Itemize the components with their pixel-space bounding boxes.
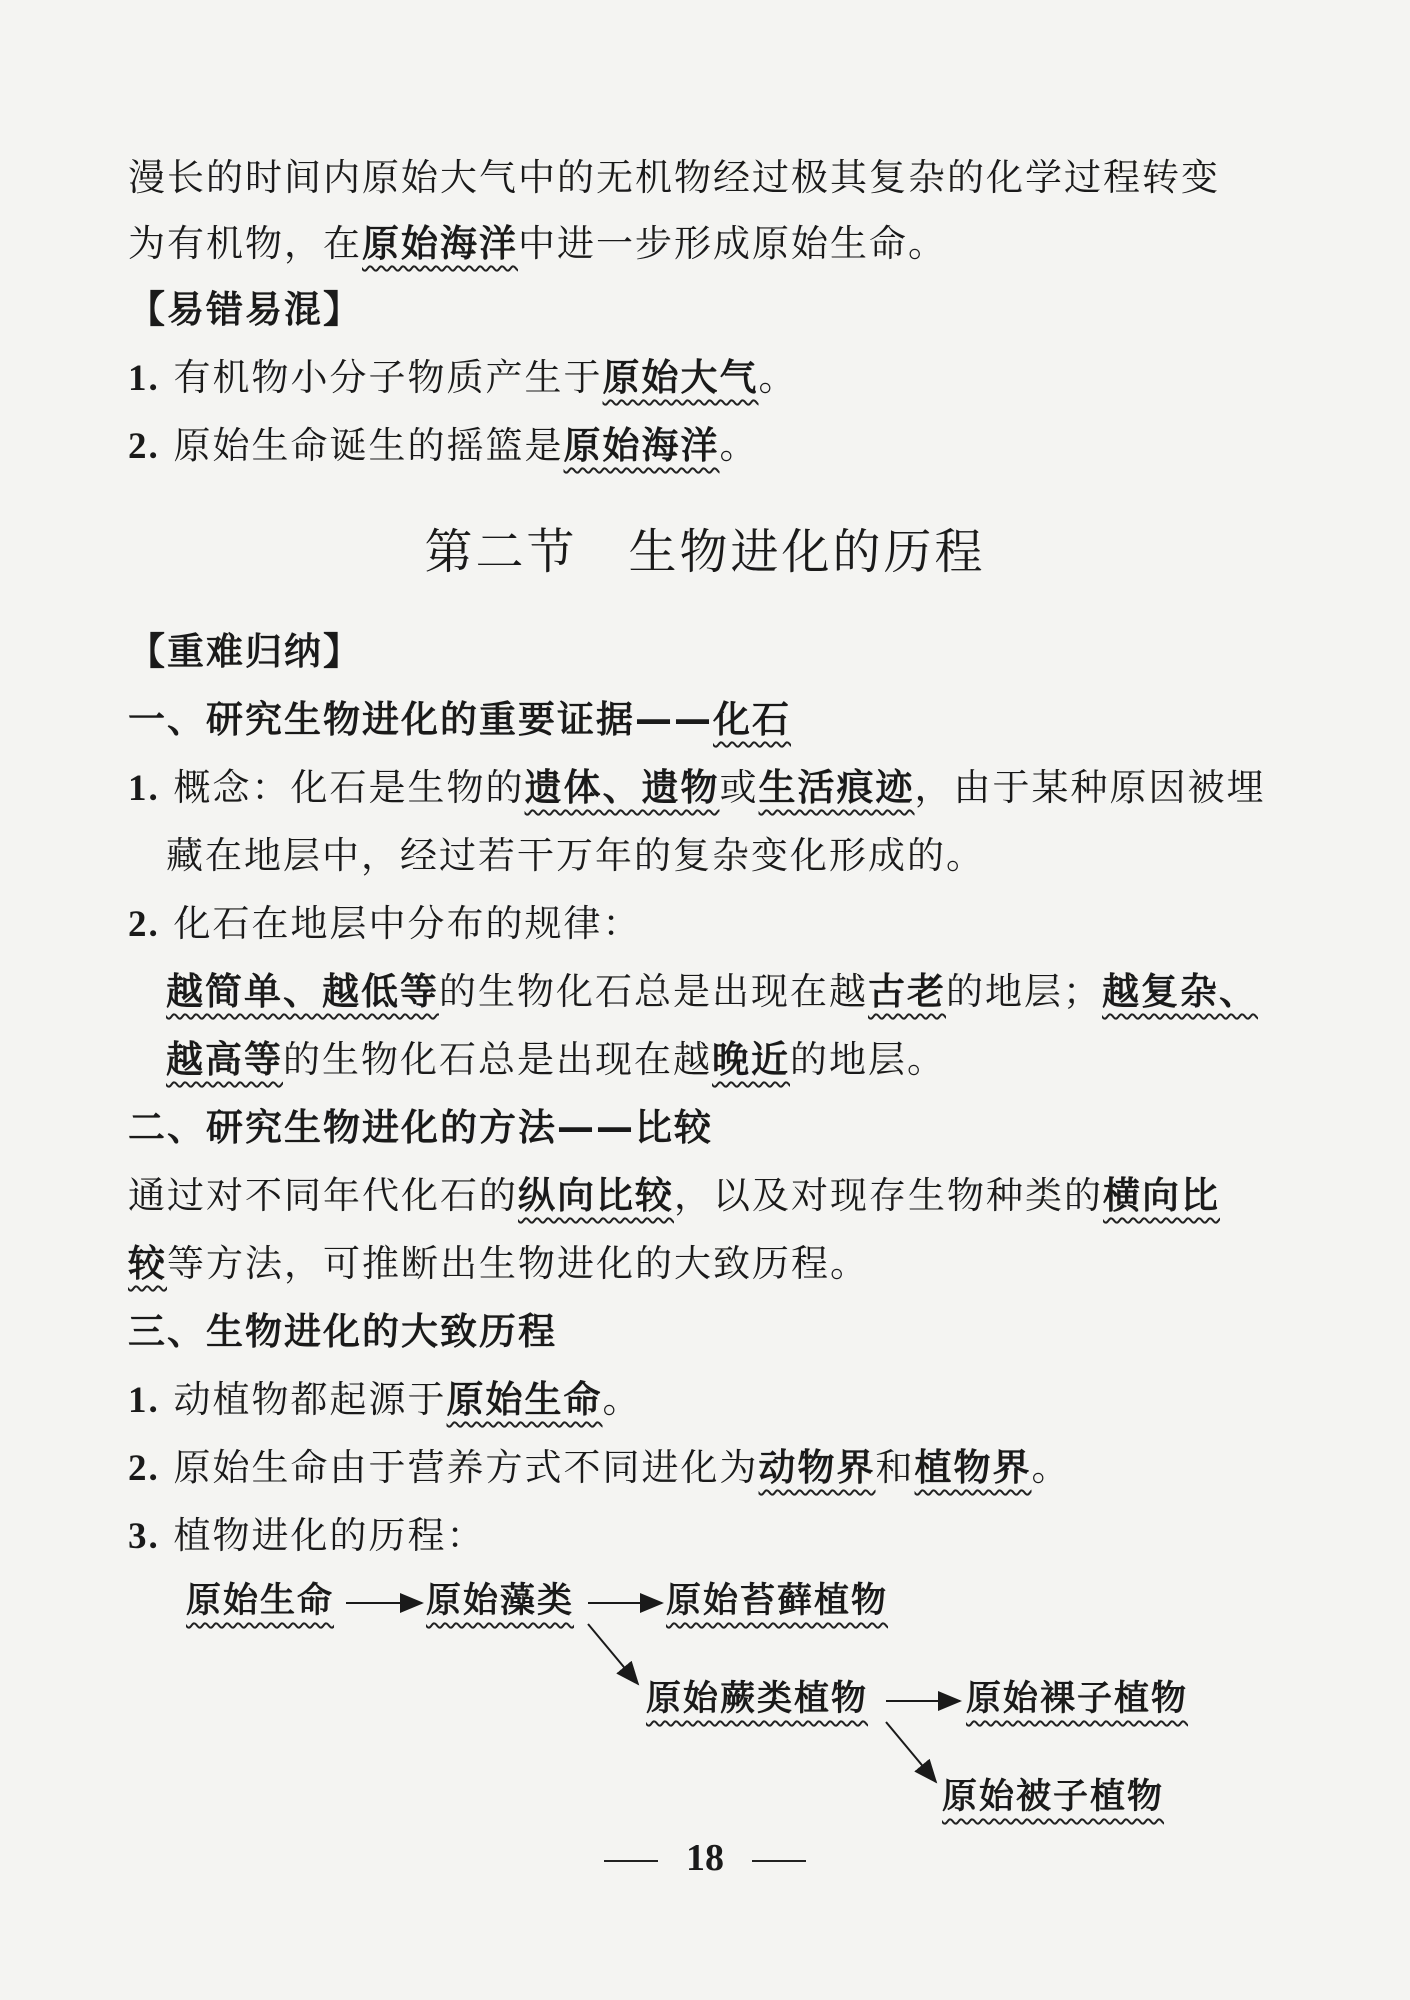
item-number: 2.	[128, 904, 160, 945]
node-primitive-angiosperms: 原始被子植物	[942, 1777, 1165, 1817]
keyword: 横向比	[1103, 1174, 1220, 1217]
node-primitive-bryophytes: 原始苔藓植物	[666, 1581, 889, 1621]
intro-text: 中进一步形成原始生命。	[518, 222, 947, 265]
item-text: 原始生命由于营养方式不同进化为	[159, 1446, 759, 1489]
item-text: 或	[719, 766, 759, 809]
keyword: 晚近	[712, 1038, 790, 1081]
part1-item-1-cont: 藏在地层中，经过若干万年的复杂变化形成的。	[166, 834, 985, 877]
item-text: 的生物化石总是出现在越	[439, 970, 868, 1013]
item-text: 通过对不同年代化石的	[128, 1174, 518, 1217]
keyword: 原始生命	[446, 1378, 603, 1421]
keyword: 越简单、越低等	[166, 970, 439, 1013]
item-text: 动植物都起源于	[159, 1378, 447, 1421]
intro-text: 为有机物，在	[128, 222, 362, 265]
confusion-heading: 【易错易混】	[128, 288, 362, 331]
item-text: ，以及对现存生物种类的	[674, 1174, 1103, 1217]
item-text: 概念：化石是生物的	[159, 766, 525, 809]
item-text: 的生物化石总是出现在越	[283, 1038, 712, 1081]
item-text: 化石在地层中分布的规律：	[159, 902, 642, 945]
item-number: 1.	[128, 1380, 160, 1421]
item-text: 有机物小分子物质产生于	[159, 356, 603, 399]
keyword: 原始大气	[602, 356, 759, 399]
arrow-ferns-to-angiosperms	[886, 1722, 936, 1782]
item-text: 。	[602, 1378, 642, 1421]
item-number: 3.	[128, 1516, 160, 1557]
keyword: 较	[128, 1242, 167, 1285]
heading-text: 一、研究生物进化的重要证据——	[128, 698, 713, 741]
item-text: 的地层。	[790, 1038, 946, 1081]
item-text: 原始生命诞生的摇篮是	[159, 424, 564, 467]
section-title: 第二节 生物进化的历程	[424, 524, 986, 580]
item-text: 。	[758, 356, 798, 399]
item-text: 植物进化的历程：	[159, 1514, 486, 1557]
item-text: ，由于某种原因被埋	[914, 766, 1266, 809]
intro-text: 漫长的时间内原始大气中的无机物经过极其复杂的化学过程转变	[128, 156, 1220, 199]
item-text: 。	[719, 424, 759, 467]
item-text: 。	[1031, 1446, 1071, 1489]
keyword-fossil: 化石	[713, 698, 791, 741]
item-number: 2.	[128, 1448, 160, 1489]
page-dash-left	[604, 1860, 658, 1862]
item-text: 的地层；	[946, 970, 1102, 1013]
item-number: 2.	[128, 426, 160, 467]
node-primitive-ferns: 原始蕨类植物	[646, 1679, 869, 1719]
keyword-primitive-ocean: 原始海洋	[362, 222, 518, 265]
node-primitive-algae: 原始藻类	[426, 1581, 575, 1621]
keyword: 原始海洋	[563, 424, 720, 467]
keyword: 越高等	[166, 1038, 283, 1081]
item-text: 等方法，可推断出生物进化的大致历程。	[167, 1242, 869, 1285]
keyword: 生活痕迹	[758, 766, 915, 809]
node-primitive-life: 原始生命	[186, 1581, 335, 1621]
keyword: 纵向比较	[518, 1174, 674, 1217]
arrow-algae-to-ferns	[588, 1624, 638, 1684]
keyword: 动物界	[758, 1446, 876, 1489]
page-number-text: 18	[686, 1837, 724, 1879]
node-primitive-gymnosperms: 原始裸子植物	[966, 1679, 1189, 1719]
item-number: 1.	[128, 358, 160, 399]
part2-heading: 二、研究生物进化的方法——比较	[128, 1106, 713, 1149]
summary-heading: 【重难归纳】	[128, 630, 362, 673]
keyword: 植物界	[914, 1446, 1032, 1489]
keyword: 古老	[868, 970, 946, 1013]
page-dash-right	[752, 1860, 806, 1862]
keyword: 越复杂、	[1102, 970, 1258, 1013]
item-text: 和	[875, 1446, 915, 1489]
page-number	[0, 1836, 1410, 1880]
item-number: 1.	[128, 768, 160, 809]
keyword: 遗体、遗物	[524, 766, 720, 809]
part3-heading: 三、生物进化的大致历程	[128, 1310, 557, 1353]
